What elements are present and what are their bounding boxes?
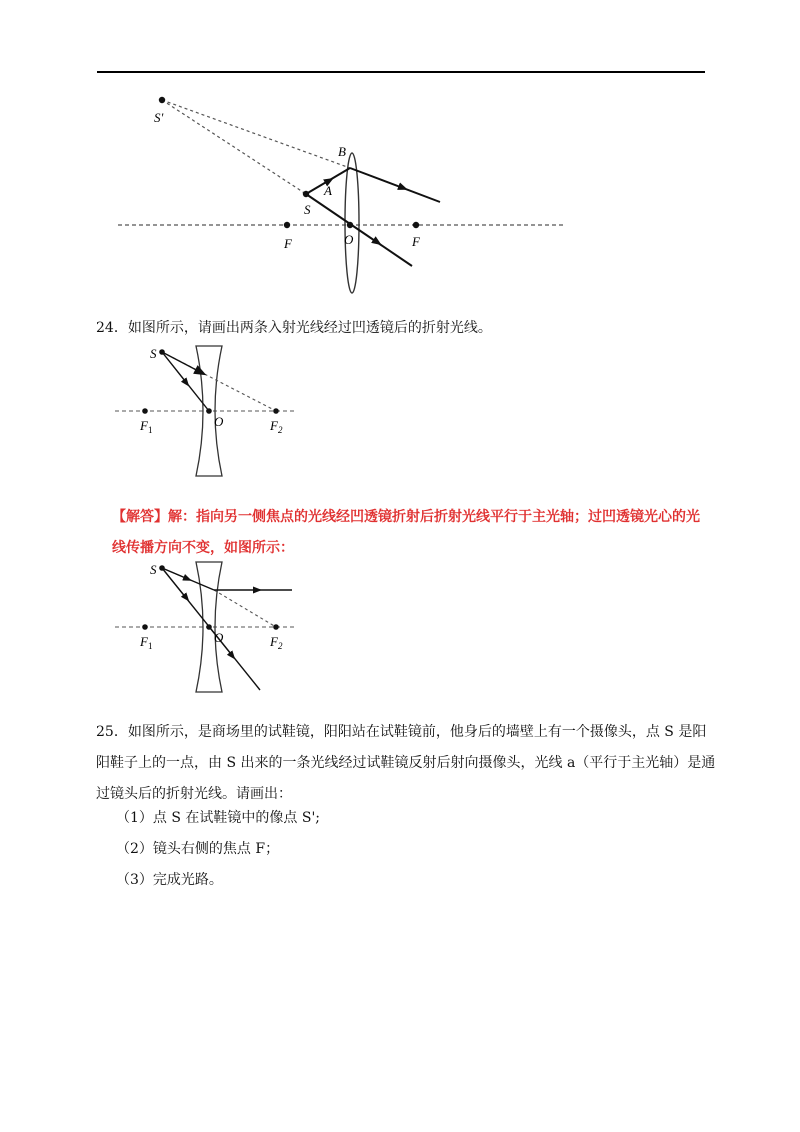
label-o: O xyxy=(344,232,354,247)
label-s: S xyxy=(150,562,157,577)
label-o: O xyxy=(214,630,224,645)
label-f-right: F xyxy=(412,234,420,249)
answer-text: 解：指向另一侧焦点的光线经凹透镜折射后折射光线平行于主光轴；过凹透镜光心的光线传播方向不变，如图所示： xyxy=(112,509,700,556)
convex-lens-figure xyxy=(110,90,580,300)
concave-lens-figure xyxy=(110,342,300,480)
header-rule xyxy=(97,71,705,73)
question-25-text: 如图所示，是商场里的试鞋镜，阳阳站在试鞋镜前，他身后的墙壁上有一个摄像头，点 S 是阳阳鞋子上的一点，由 S 出来的一条光线经过试鞋镜反射后射向摄像头，光线 a（平行于主光轴）是通过镜头后的折射光线。请画出： xyxy=(96,724,716,802)
label-s-prime: S' xyxy=(154,110,164,125)
question-25-item-3: （3）完成光路。 xyxy=(116,872,223,888)
label-o: O xyxy=(214,414,224,429)
question-25-item-1: （1）点 S 在试鞋镜中的像点 S'; xyxy=(116,810,321,826)
question-25-number: 25． xyxy=(96,724,128,740)
question-24-number: 24． xyxy=(96,320,128,336)
label-f1: $F_1$ xyxy=(140,634,153,651)
answer-block xyxy=(112,502,712,564)
label-b: B xyxy=(338,144,346,159)
label-f-left: F xyxy=(284,236,292,251)
label-s: S xyxy=(304,202,311,217)
label-f1: $F_1$ xyxy=(140,418,153,435)
label-a: A xyxy=(324,183,332,198)
concave-lens-answer-figure xyxy=(110,558,300,696)
question-24-text: 如图所示，请画出两条入射光线经过凹透镜后的折射光线。 xyxy=(127,320,492,336)
label-f2: $F_2$ xyxy=(270,634,283,651)
answer-tag: 【解答】 xyxy=(112,509,168,525)
question-25 xyxy=(96,717,716,810)
question-24 xyxy=(96,317,492,337)
question-25-item-2: （2）镜头右侧的焦点 F； xyxy=(116,841,280,857)
label-s: S xyxy=(150,346,157,361)
label-f2: $F_2$ xyxy=(270,418,283,435)
